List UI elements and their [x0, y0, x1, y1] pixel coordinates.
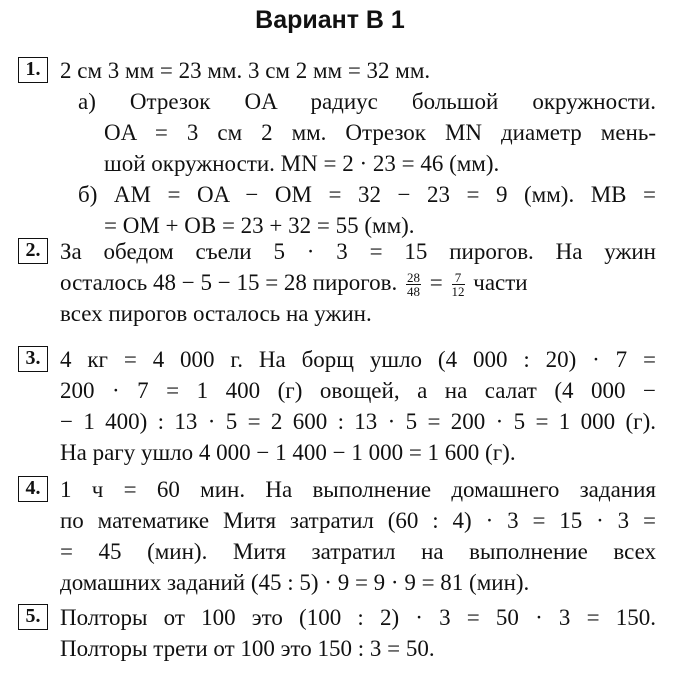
- problem-3-line-2: 200 · 7 = 1 400 (г) овощей, а на салат (4 000 −: [60, 378, 656, 403]
- fraction-28-48: [406, 271, 421, 298]
- problem-number-5: 5.: [18, 604, 48, 630]
- fraction-7-12: [452, 271, 465, 298]
- fraction-denominator: 48: [407, 284, 421, 300]
- problem-3-line-1: 4 кг = 4 000 г. На борщ ушло (4 000 : 20) · 7 =: [60, 347, 656, 372]
- problem-5-line-2: Полторы трети от 100 это 150 : 3 = 50.: [60, 636, 435, 661]
- problem-1-line-1: 2 см 3 мм = 23 мм. 3 см 2 мм = 32 мм.: [60, 58, 431, 83]
- page-title: Вариант В 1: [255, 6, 405, 34]
- problem-2-line-3: всех пирогов осталось на ужин.: [60, 301, 372, 326]
- problem-1-line-5: б) AM = OA − OM = 32 − 23 = 9 (мм). MB =: [78, 182, 656, 207]
- problem-1-line-2: а) Отрезок OA радиус большой окружности.: [78, 89, 656, 114]
- problem-number-1: 1.: [18, 57, 48, 83]
- problem-4-line-2: по математике Митя затратил (60 : 4) · 3 = 15 · 3 =: [60, 508, 656, 533]
- problem-2-line-1: За обедом съели 5 · 3 = 15 пирогов. На ужин: [60, 239, 656, 264]
- problem-4-line-3: = 45 (мин). Митя затратил на выполнение всех: [60, 539, 656, 564]
- fraction-denominator: 12: [451, 284, 465, 300]
- problem-5-line-1: Полторы от 100 это (100 : 2) · 3 = 50 · 3 = 150.: [60, 605, 656, 630]
- fraction-numerator: 28: [407, 270, 421, 286]
- problem-number-2: 2.: [18, 238, 48, 264]
- problem-2-line-2: [60, 267, 528, 298]
- fraction-numerator: 7: [452, 271, 465, 285]
- problem-3-line-4: На рагу ушло 4 000 − 1 400 − 1 000 = 1 600 (г).: [60, 440, 516, 465]
- problem-1-line-4: шой окружности. MN = 2 · 23 = 46 (мм).: [104, 151, 500, 176]
- problem-1-line-6: = OM + OB = 23 + 32 = 55 (мм).: [104, 213, 415, 238]
- problem-2-line-2-text: осталось 48 − 5 − 15 = 28 пирогов.: [60, 270, 398, 295]
- problem-4-line-4: домашних заданий (45 : 5) · 9 = 9 · 9 = 81 (мин).: [60, 570, 530, 595]
- problem-1-line-3: OA = 3 см 2 мм. Отрезок MN диаметр мень-: [104, 120, 656, 145]
- problem-4-line-1: 1 ч = 60 мин. На выполнение домашнего задания: [60, 477, 656, 502]
- equals-sign: =: [429, 270, 443, 295]
- problem-number-4: 4.: [18, 476, 48, 502]
- problem-2-line-2-tail: части: [473, 270, 528, 295]
- problem-number-3: 3.: [18, 346, 48, 372]
- problem-3-line-3: − 1 400) : 13 · 5 = 2 600 : 13 · 5 = 200 · 5 = 1 000 (г).: [60, 409, 656, 434]
